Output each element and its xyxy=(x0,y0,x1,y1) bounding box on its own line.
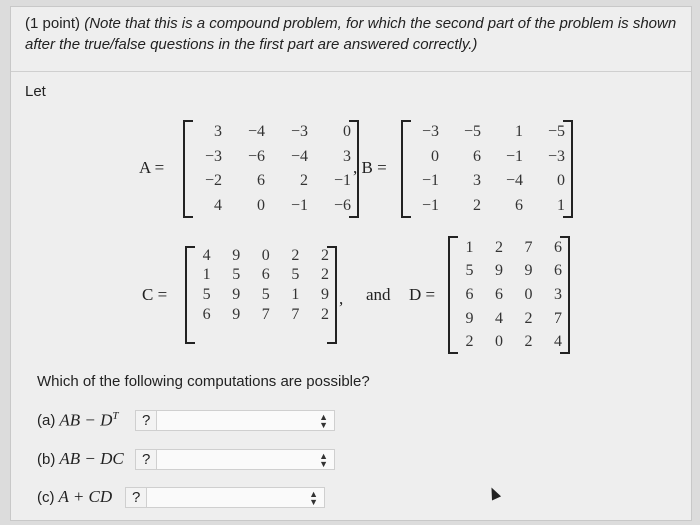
item-a-transpose: T xyxy=(112,410,119,422)
matrix-a-cell: −2 xyxy=(204,172,222,190)
matrix-c-cell: 5 xyxy=(291,266,300,284)
item-b-select[interactable] xyxy=(135,449,335,470)
item-b-selected: ? xyxy=(136,450,157,469)
matrix-c-cell: 6 xyxy=(261,266,270,284)
matrix-a-cell: −1 xyxy=(290,196,308,214)
matrix-d-cell: 7 xyxy=(524,238,533,256)
matrix-b-cell: 1 xyxy=(515,123,523,141)
matrix-b-cell: −3 xyxy=(421,123,439,141)
matrix-c-label: C = xyxy=(142,285,168,304)
item-c xyxy=(37,487,112,507)
item-b-label: (b) xyxy=(37,450,56,468)
problem-card xyxy=(10,6,692,521)
matrix-a xyxy=(183,120,359,218)
matrix-c-cell: 9 xyxy=(321,285,329,303)
comma-separator: , xyxy=(339,289,344,308)
matrix-d-cell: 4 xyxy=(554,333,562,351)
item-b xyxy=(37,449,124,469)
matrix-d-cell: 6 xyxy=(495,285,503,303)
matrix-d-cell: 2 xyxy=(524,309,533,327)
compound-note: (Note that this is a compound problem, for which the second part of the problem is shown after the true/false questions in the first part are answered correctly.) xyxy=(25,15,677,53)
matrix-a-cell: −3 xyxy=(204,147,222,165)
item-c-selected: ? xyxy=(126,488,147,507)
matrix-b-cell: −5 xyxy=(463,123,481,141)
matrix-c xyxy=(185,246,337,344)
matrix-b-cell: −3 xyxy=(547,147,565,165)
divider xyxy=(11,71,691,72)
matrix-c-cell: 5 xyxy=(261,285,270,303)
problem-header xyxy=(25,13,680,55)
matrix-b xyxy=(401,120,573,218)
matrix-c-cell: 9 xyxy=(232,246,241,264)
matrix-a-cell: −4 xyxy=(247,123,265,141)
matrix-c-cell: 2 xyxy=(321,246,329,264)
matrix-a-cell: 2 xyxy=(300,172,308,190)
item-a-select[interactable] xyxy=(135,410,335,431)
matrix-a-cell: 3 xyxy=(343,147,351,165)
and-label: and xyxy=(366,285,391,304)
matrix-a-cell: 6 xyxy=(257,172,265,190)
matrix-a-cell: −6 xyxy=(247,147,265,165)
item-c-select[interactable] xyxy=(125,487,325,508)
item-c-expr-text: A + CD xyxy=(58,487,113,506)
matrix-c-cell: 1 xyxy=(202,266,211,284)
let-label: Let xyxy=(25,83,46,100)
matrix-d-cell: 7 xyxy=(554,309,562,327)
matrix-d-cell: 3 xyxy=(554,285,562,303)
select-arrows-icon: ▲ ▼ xyxy=(319,451,328,469)
matrix-d-cell: 5 xyxy=(465,262,474,280)
matrix-c-cell: 4 xyxy=(202,246,211,264)
matrix-c-cell: 1 xyxy=(291,285,300,303)
matrix-b-cell: −1 xyxy=(505,147,523,165)
matrix-c-cell: 0 xyxy=(261,246,270,264)
matrix-d-cell: 0 xyxy=(495,333,503,351)
matrix-d-cell: 4 xyxy=(495,309,503,327)
matrix-a-cell: −1 xyxy=(333,172,351,190)
matrix-a-cell: 4 xyxy=(214,196,222,214)
matrix-d-label: D = xyxy=(409,285,436,304)
matrix-a-cell: −6 xyxy=(333,196,351,214)
matrix-d-cell: 2 xyxy=(524,333,533,351)
matrix-d-cell: 2 xyxy=(495,238,503,256)
question-text: Which of the following computations are possible? xyxy=(37,373,370,390)
matrix-a-cell: −4 xyxy=(290,147,308,165)
matrix-d-cell: 9 xyxy=(495,262,503,280)
matrix-c-cell: 9 xyxy=(232,305,241,323)
points-label: (1 point) xyxy=(25,15,81,32)
item-a-label: (a) xyxy=(37,411,56,429)
matrix-b-cell: 6 xyxy=(473,147,481,165)
matrix-c-cell: 2 xyxy=(291,246,300,264)
matrix-c-cell: 2 xyxy=(321,305,329,323)
select-arrows-icon: ▲ ▼ xyxy=(309,489,318,507)
matrix-a-cell: 0 xyxy=(343,123,351,141)
matrix-a-cell: −3 xyxy=(290,123,308,141)
matrix-b-cell: 0 xyxy=(557,172,565,190)
item-b-expr-text: AB − DC xyxy=(59,449,124,468)
item-c-expression xyxy=(59,487,113,507)
matrix-d-cell: 1 xyxy=(465,238,474,256)
matrix-b-cell: −1 xyxy=(421,196,439,214)
matrix-b-cell: 6 xyxy=(515,196,523,214)
matrix-d-cell: 6 xyxy=(554,262,562,280)
matrix-b-cell: 2 xyxy=(473,196,481,214)
item-a-selected: ? xyxy=(136,411,157,430)
matrix-c-cell: 2 xyxy=(321,266,329,284)
select-arrows-icon: ▲ ▼ xyxy=(319,412,328,430)
matrix-b-cell: −5 xyxy=(547,123,565,141)
matrix-c-cell: 9 xyxy=(232,285,241,303)
matrix-b-cell: 3 xyxy=(473,172,481,190)
matrix-d-cell: 6 xyxy=(554,238,562,256)
matrix-c-cell: 7 xyxy=(261,305,270,323)
matrix-b-cell: 1 xyxy=(557,196,565,214)
item-a-expr-text: AB − D xyxy=(59,410,113,430)
mouse-cursor-icon xyxy=(487,485,501,500)
matrix-d-cell: 2 xyxy=(465,333,474,351)
matrix-d-cell: 9 xyxy=(465,309,474,327)
matrix-b-cell: −1 xyxy=(421,172,439,190)
matrix-c-cell: 5 xyxy=(202,285,211,303)
matrix-a-cell: 3 xyxy=(214,123,222,141)
matrix-d-cell: 6 xyxy=(465,285,474,303)
matrix-c-cell: 7 xyxy=(291,305,300,323)
matrix-a-label: A = xyxy=(139,158,165,177)
matrix-b-cell: 0 xyxy=(431,147,439,165)
matrix-a-cell: 0 xyxy=(257,196,265,214)
matrix-c-cell: 5 xyxy=(232,266,241,284)
item-a-expression xyxy=(59,410,118,431)
matrix-c-cell: 6 xyxy=(202,305,211,323)
item-b-expression xyxy=(59,449,123,469)
item-a xyxy=(37,410,119,431)
item-c-label: (c) xyxy=(37,488,55,506)
matrix-d-cell: 0 xyxy=(524,285,533,303)
matrix-b-label: , B = xyxy=(353,158,387,177)
matrix-d xyxy=(448,236,570,354)
matrix-b-cell: −4 xyxy=(505,172,523,190)
matrix-d-cell: 9 xyxy=(524,262,533,280)
